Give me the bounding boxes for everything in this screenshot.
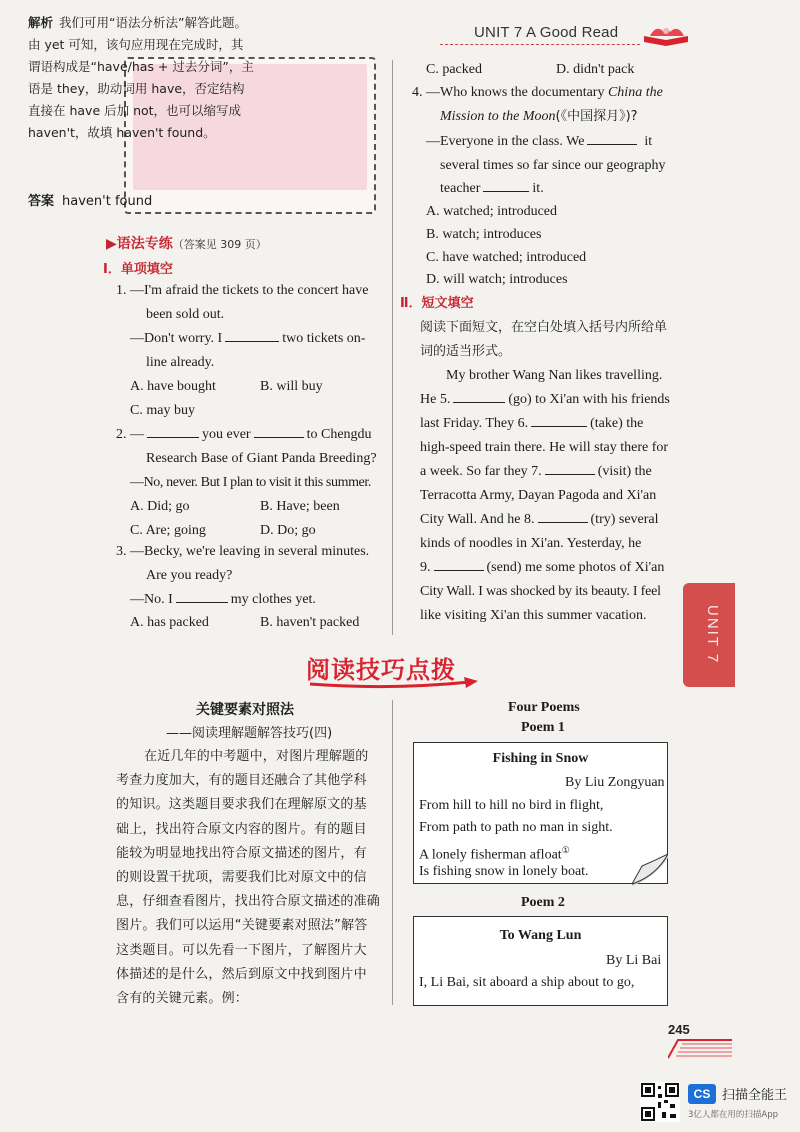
poem2-label: Poem 2 [521, 895, 565, 910]
q3-line1: 3. —Becky, we're leaving in several minutes. [116, 544, 370, 559]
passage-line: Terracotta Army, Dayan Pagoda and Xi'an [420, 488, 657, 503]
banner-arrow-icon [300, 676, 500, 690]
skills-line: 图片。我们可以运用“关键要素对照法”解答 [116, 918, 368, 934]
q2-option-d: D. Do; go [260, 523, 316, 538]
poem1-line: Is fishing snow in lonely boat. [419, 864, 589, 879]
q1-line3: —Don't worry. I two tickets on- [130, 327, 365, 351]
header-dashed-line [440, 44, 640, 45]
reading-skills-banner [300, 650, 500, 688]
passage-line: My brother Wang Nan likes travelling. [446, 368, 663, 383]
q4-option-a: A. watched; introduced [426, 204, 558, 219]
passage-line: City Wall. I was shocked by its beauty. I feel [420, 584, 661, 599]
analysis-label: 解析 [28, 15, 54, 30]
blank [587, 130, 637, 145]
page-stripes-decoration [668, 1038, 732, 1060]
q2-line3: —No, never. But I plan to visit it this summer. [130, 475, 371, 490]
q4-option-b: B. watch; introduces [426, 227, 542, 242]
passage-line: 9. (send) me some photos of Xi'an [420, 556, 664, 580]
blank [176, 588, 228, 603]
skills-line: 的则设置干扰项，需要我们比对原文中的信 [116, 870, 367, 886]
poems-heading: Four Poems [508, 700, 580, 715]
q1-line1: 1. —I'm afraid the tickets to the concert have [116, 283, 369, 298]
blank [254, 423, 304, 438]
skills-title: 关键要素对照法 [196, 702, 294, 718]
page-curl-icon [632, 854, 668, 886]
triangle-icon: ▶ [106, 236, 117, 252]
passage-line: like visiting Xi'an this summer vacation. [420, 608, 647, 623]
poem2-title: To Wang Lun [499, 928, 582, 943]
poem1-label: Poem 1 [521, 720, 565, 735]
skills-line: 能较为明显地找出符合原文描述的图片，有 [116, 845, 367, 861]
skills-line: 础上，找出符合原文内容的图片。有的题目 [116, 821, 367, 837]
q4-line5: teacher it. [440, 177, 544, 201]
q2-option-a: A. Did; go [130, 499, 190, 514]
skills-body [116, 745, 384, 1011]
passage-line: City Wall. And he 8. (try) several [420, 508, 659, 532]
poem2-line: I, Li Bai, sit aboard a ship about to go, [419, 975, 635, 990]
cs-logo: CS [688, 1084, 716, 1104]
q4-option-c: C. have watched; introduced [426, 250, 587, 265]
skills-line: 息，仔细查看图片，找出符合原文描述的准确 [116, 894, 381, 910]
column-divider [392, 60, 393, 635]
passage-line: high-speed train there. He will stay there for [420, 440, 669, 455]
q3-option-c: C. packed [426, 62, 482, 77]
q3-option-d: D. didn't pack [556, 62, 635, 77]
answer-label: 答案 [28, 194, 55, 209]
skills-subtitle: ——阅读理解题解答技巧(四) [166, 726, 333, 741]
running-header [440, 22, 780, 48]
footnote-mark: ① [561, 845, 570, 855]
skills-line: 这类题目。可以先看一下图片，了解图片大 [116, 942, 367, 958]
unit-side-tab [683, 583, 735, 687]
answer-value: haven't found [62, 194, 153, 209]
blank [225, 327, 279, 342]
blank [434, 556, 484, 571]
answer-page-note: （答案见 309 页） [172, 238, 267, 251]
poem1-title: Fishing in Snow [492, 751, 589, 766]
blank [538, 508, 588, 523]
q1-option-c: C. may buy [130, 403, 195, 418]
column-divider [392, 700, 393, 1005]
poem1-line: From hill to hill no bird in flight, [419, 798, 604, 813]
q2-option-b: B. Have; been [260, 499, 340, 514]
poem1-line: From path to path no man in sight. [419, 820, 613, 835]
q3-line2: Are you ready? [146, 568, 233, 583]
poem2-author: By Li Bai [606, 953, 662, 968]
banner-title: 阅读技巧点拨 [306, 656, 456, 684]
q1-option-b: B. will buy [260, 379, 323, 394]
skills-line: 体描述的是什么，然后到原文中找到图片中 [116, 966, 367, 982]
analysis-text-block [28, 12, 254, 144]
blank [531, 412, 587, 427]
qr-code-icon [640, 1082, 680, 1122]
skills-line: 的知识。这类题目要求我们在理解原文的基 [116, 797, 367, 813]
grammar-section-title: ▶语法专练（答案见 309 页） [106, 236, 267, 252]
passage-line: last Friday. They 6. (take) the [420, 412, 643, 436]
passage-line: kinds of noodles in Xi'an. Yesterday, he [420, 536, 642, 551]
q4-line2: Mission to the Moon(《中国探月》)? [440, 109, 638, 124]
part2-heading: Ⅱ．短文填空 [400, 296, 474, 311]
scanner-watermark [640, 1080, 790, 1124]
poem1-author: By Liu Zongyuan [565, 775, 665, 790]
page-number: 245 [668, 1022, 690, 1037]
q4-line1: 4. —Who knows the documentary China the [412, 85, 663, 100]
analysis-body: 我们可用“语法分析法”解答此题。由 yet 可知，该句应用现在完成时，其谓语构成是“have/has + 过去分词”，主语是 they，助动词用 have，否定结构直接在 have 后加 not，也可以缩写成 haven't，故填 haven't found。 [28, 15, 254, 140]
q3-option-a: A. has packed [130, 615, 209, 630]
watermark-name: 扫描全能王 [722, 1088, 788, 1103]
q4-option-d: D. will watch; introduces [426, 272, 568, 287]
q1-line2: been sold out. [146, 307, 225, 322]
side-tab-label: UNIT 7 [704, 605, 721, 665]
part2-instruction-line2: 词的适当形式。 [420, 344, 512, 359]
skills-line: 含有的关键元素。例： [116, 991, 249, 1007]
blank [453, 388, 505, 403]
book-flower-icon [640, 22, 692, 48]
q1-line4: line already. [146, 355, 215, 370]
skills-line: 在近几年的中考题中，对图片理解题的 [144, 749, 369, 764]
skills-line: 考查力度加大，有的题目还融合了其他学科 [116, 773, 367, 789]
q4-line4: several times so far since our geography [440, 158, 666, 173]
blank [545, 460, 595, 475]
part1-heading: Ⅰ．单项填空 [103, 262, 173, 277]
poem1-line: A lonely fisherman afloat① [419, 845, 570, 863]
q4-line3: —Everyone in the class. We it [426, 130, 652, 154]
part2-instruction-line1: 阅读下面短文，在空白处填入括号内所给单 [420, 320, 668, 335]
q3-option-b: B. haven't packed [260, 615, 360, 630]
q2-line2: Research Base of Giant Panda Breeding? [146, 451, 377, 466]
q1-option-a: A. have bought [130, 379, 216, 394]
passage-line: He 5. (go) to Xi'an with his friends [420, 388, 670, 412]
watermark-sub: 3亿人都在用的扫描App [688, 1110, 779, 1120]
q2-line1: 2. — you ever to Chengdu [116, 423, 372, 447]
blank [147, 423, 199, 438]
q2-option-c: C. Are; going [130, 523, 206, 538]
blank [483, 177, 529, 192]
passage-line: a week. So far they 7. (visit) the [420, 460, 652, 484]
q3-line3: —No. I my clothes yet. [130, 588, 316, 612]
answer-line [28, 190, 152, 209]
unit-title: UNIT 7 A Good Read [474, 24, 619, 41]
